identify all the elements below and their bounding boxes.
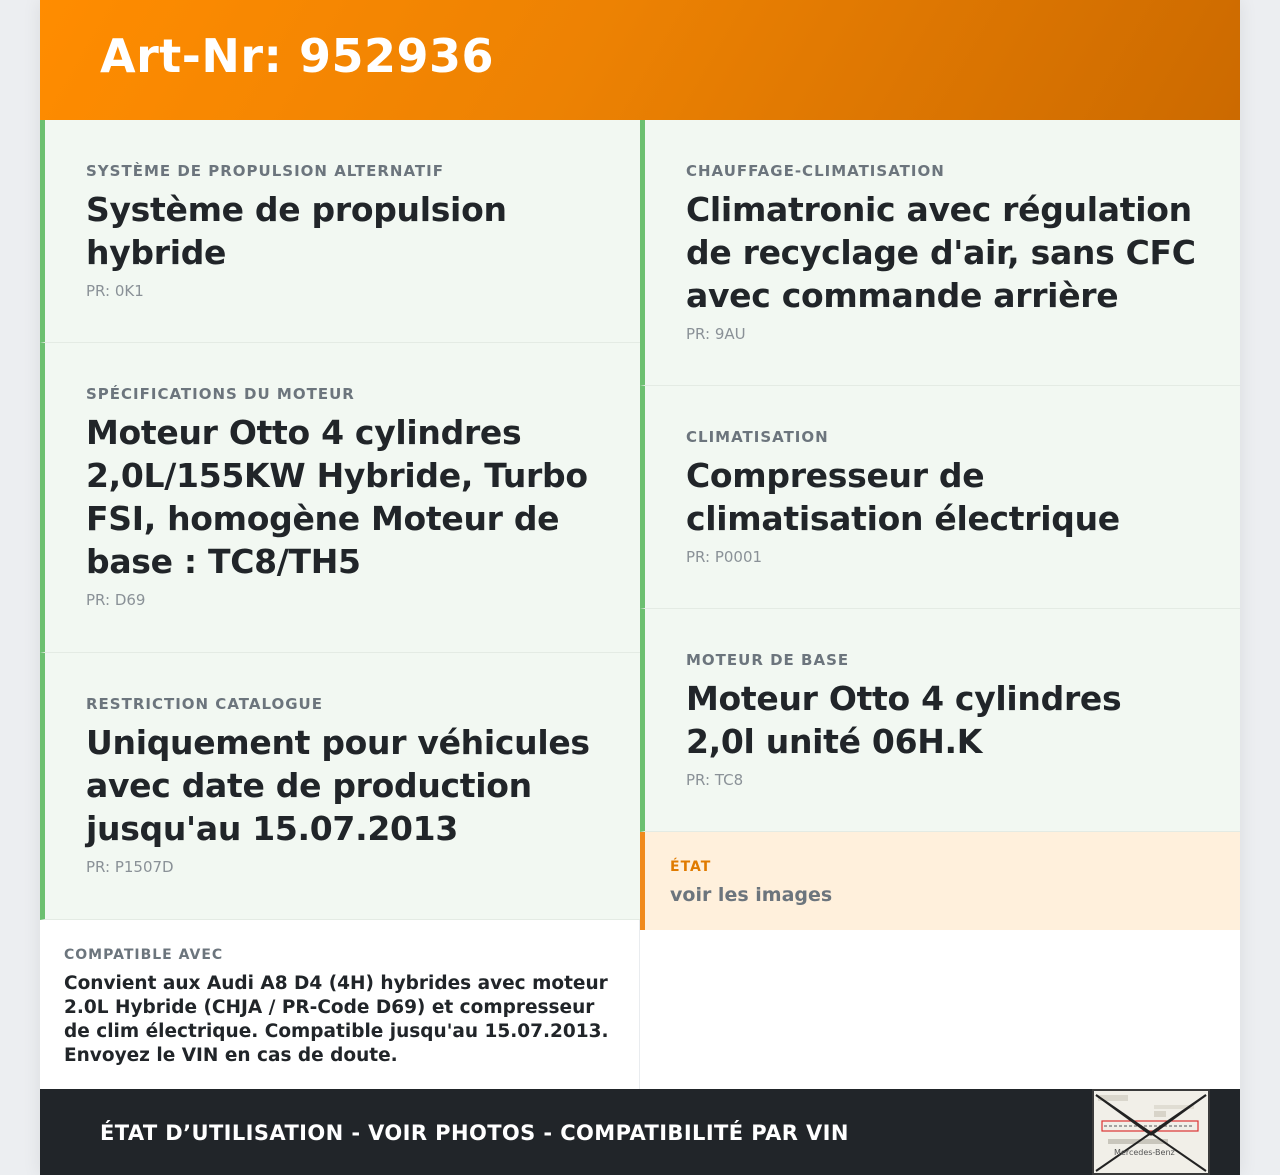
spec-pr-code: PR: P0001 <box>686 548 763 566</box>
spec-title: Système de propulsion hybride <box>86 190 507 272</box>
spec-title: Uniquement pour véhicules avec date de production jusqu'au 15.07.2013 <box>86 723 590 848</box>
thumbnail-brand-text: Mercedes-Benz <box>1114 1148 1175 1157</box>
compatibility-text: Convient aux Audi A8 D4 (4H) hybrides avec moteur 2.0L Hybride (CHJA / PR-Code D69) et compresseur de clim électrique. Compatible jusqu'au 15.07.2013. Envoyez le VIN en cas de doute. <box>64 973 609 1066</box>
label-photo-thumbnail[interactable] <box>1092 1089 1210 1175</box>
spec-pr-code: PR: TC8 <box>686 771 744 789</box>
spec-pr-code: PR: 9AU <box>686 325 746 343</box>
spec-category: CHAUFFAGE-CLIMATISATION <box>686 162 945 180</box>
spec-category: MOTEUR DE BASE <box>686 651 850 669</box>
spec-pr-code: PR: P1507D <box>86 858 174 876</box>
product-page <box>40 0 1240 1175</box>
condition-section <box>640 832 1240 930</box>
spec-category: CLIMATISATION <box>686 428 829 446</box>
spec-pr-code: PR: D69 <box>86 591 146 609</box>
spec-category: RESTRICTION CATALOGUE <box>86 695 323 713</box>
spec-card-ac-compressor <box>640 386 1240 609</box>
spec-category: SPÉCIFICATIONS DU MOTEUR <box>86 385 355 403</box>
spec-card-engine <box>40 343 640 653</box>
spec-title: Compresseur de climatisation électrique <box>686 456 1120 538</box>
condition-value: voir les images <box>670 884 833 906</box>
compatibility-section <box>40 920 640 1089</box>
spec-title: Moteur Otto 4 cylindres 2,0L/155KW Hybride, Turbo FSI, homogène Moteur de base : TC8/TH5 <box>86 413 588 581</box>
spec-card-base-engine <box>640 609 1240 832</box>
spec-pr-code: PR: 0K1 <box>86 282 144 300</box>
spec-title: Moteur Otto 4 cylindres 2,0l unité 06H.K <box>686 679 1122 761</box>
page-footer <box>40 1089 1240 1175</box>
footer-banner-text: ÉTAT D’UTILISATION - VOIR PHOTOS - COMPATIBILITÉ PAR VIN <box>100 1121 849 1145</box>
spec-category: SYSTÈME DE PROPULSION ALTERNATIF <box>86 162 444 180</box>
spec-title: Climatronic avec régulation de recyclage d'air, sans CFC avec commande arrière <box>686 190 1196 315</box>
spec-card-heating-ac <box>640 120 1240 386</box>
condition-label: ÉTAT <box>670 859 712 875</box>
compatibility-label: COMPATIBLE AVEC <box>64 947 224 963</box>
article-number-title: Art-Nr: 952936 <box>100 29 495 83</box>
page-header <box>40 0 1240 120</box>
spec-card-propulsion <box>40 120 640 343</box>
spec-card-catalog-restriction <box>40 653 640 920</box>
label-photo-image <box>1094 1091 1208 1173</box>
